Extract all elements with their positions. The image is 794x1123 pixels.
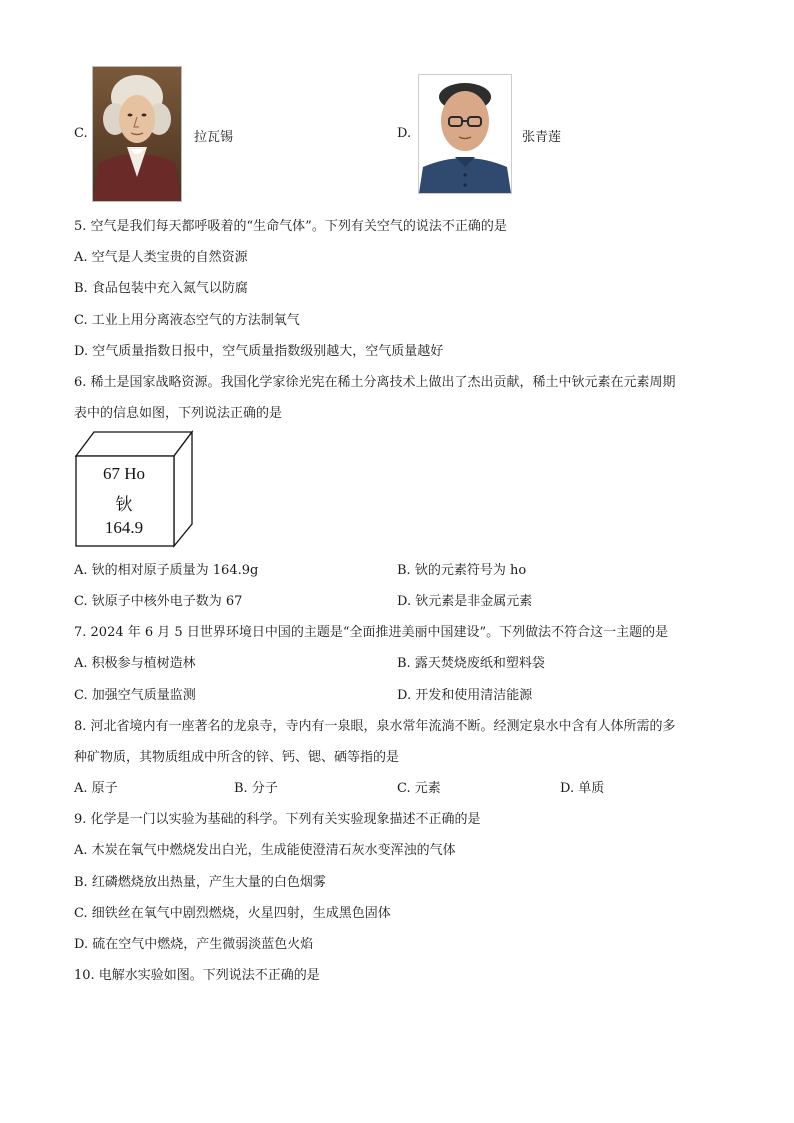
- q5-option-d: D. 空气质量指数日报中，空气质量指数级别越大，空气质量越好: [74, 344, 444, 359]
- q8-option-b: B. 分子: [234, 781, 278, 796]
- q5-stem: 5. 空气是我们每天都呼吸着的“生命气体”。下列有关空气的说法不正确的是: [74, 219, 507, 234]
- element-number-symbol: 67 Ho: [102, 464, 146, 483]
- q5-option-b: B. 食品包装中充入氮气以防腐: [74, 281, 248, 296]
- q8-stem-line2: 种矿物质，其物质组成中所含的锌、钙、锶、硒等指的是: [74, 750, 400, 765]
- q6-option-a: A. 钬的相对原子质量为 164.9g: [74, 563, 259, 578]
- q8-stem-line1: 8. 河北省境内有一座著名的龙泉寺，寺内有一泉眼，泉水常年流淌不断。经测定泉水中含有人体所需的多: [74, 719, 676, 734]
- element-mass: 164.9: [104, 518, 144, 537]
- q9-option-b: B. 红磷燃烧放出热量，产生大量的白色烟雾: [74, 875, 326, 890]
- element-cube-diagram: [74, 430, 194, 548]
- q7-option-a: A. 积极参与植树造林: [74, 656, 196, 671]
- portrait-zhang-qinglian-image: [418, 74, 512, 194]
- q5-option-a: A. 空气是人类宝贵的自然资源: [74, 250, 248, 265]
- option-c-name: 拉瓦锡: [194, 130, 234, 145]
- q6-option-d: D. 钬元素是非金属元素: [397, 594, 533, 609]
- portrait-lavoisier-image: [92, 66, 182, 202]
- q7-option-c: C. 加强空气质量监测: [74, 688, 196, 703]
- q5-option-c: C. 工业上用分离液态空气的方法制氧气: [74, 313, 300, 328]
- q9-option-d: D. 硫在空气中燃烧，产生微弱淡蓝色火焰: [74, 937, 314, 952]
- q7-stem: 7. 2024 年 6 月 5 日世界环境日中国的主题是“全面推进美丽中国建设”。下列做法不符合这一主题的是: [74, 625, 669, 640]
- q10-stem: 10. 电解水实验如图。下列说法不正确的是: [74, 968, 320, 983]
- q6-stem-line1: 6. 稀土是国家战略资源。我国化学家徐光宪在稀土分离技术上做出了杰出贡献，稀土中钬元素在元素周期: [74, 375, 676, 390]
- q6-stem-line2: 表中的信息如图，下列说法正确的是: [74, 406, 283, 421]
- option-c-letter: C.: [74, 126, 88, 141]
- q8-option-a: A. 原子: [74, 781, 118, 796]
- q8-option-d: D. 单质: [560, 781, 605, 796]
- q9-stem: 9. 化学是一门以实验为基础的科学。下列有关实验现象描述不正确的是: [74, 812, 481, 827]
- q7-option-d: D. 开发和使用清洁能源: [397, 688, 533, 703]
- q9-option-a: A. 木炭在氧气中燃烧发出白光，生成能使澄清石灰水变浑浊的气体: [74, 843, 456, 858]
- q6-option-b: B. 钬的元素符号为 ho: [397, 563, 527, 578]
- option-d-name: 张青莲: [522, 130, 562, 145]
- element-name: 钬: [115, 495, 133, 515]
- q9-option-c: C. 细铁丝在氧气中剧烈燃烧，火星四射，生成黑色固体: [74, 906, 391, 921]
- q6-option-c: C. 钬原子中核外电子数为 67: [74, 594, 243, 609]
- option-d-letter: D.: [397, 126, 412, 141]
- q7-option-b: B. 露天焚烧废纸和塑料袋: [397, 656, 545, 671]
- q8-option-c: C. 元素: [397, 781, 441, 796]
